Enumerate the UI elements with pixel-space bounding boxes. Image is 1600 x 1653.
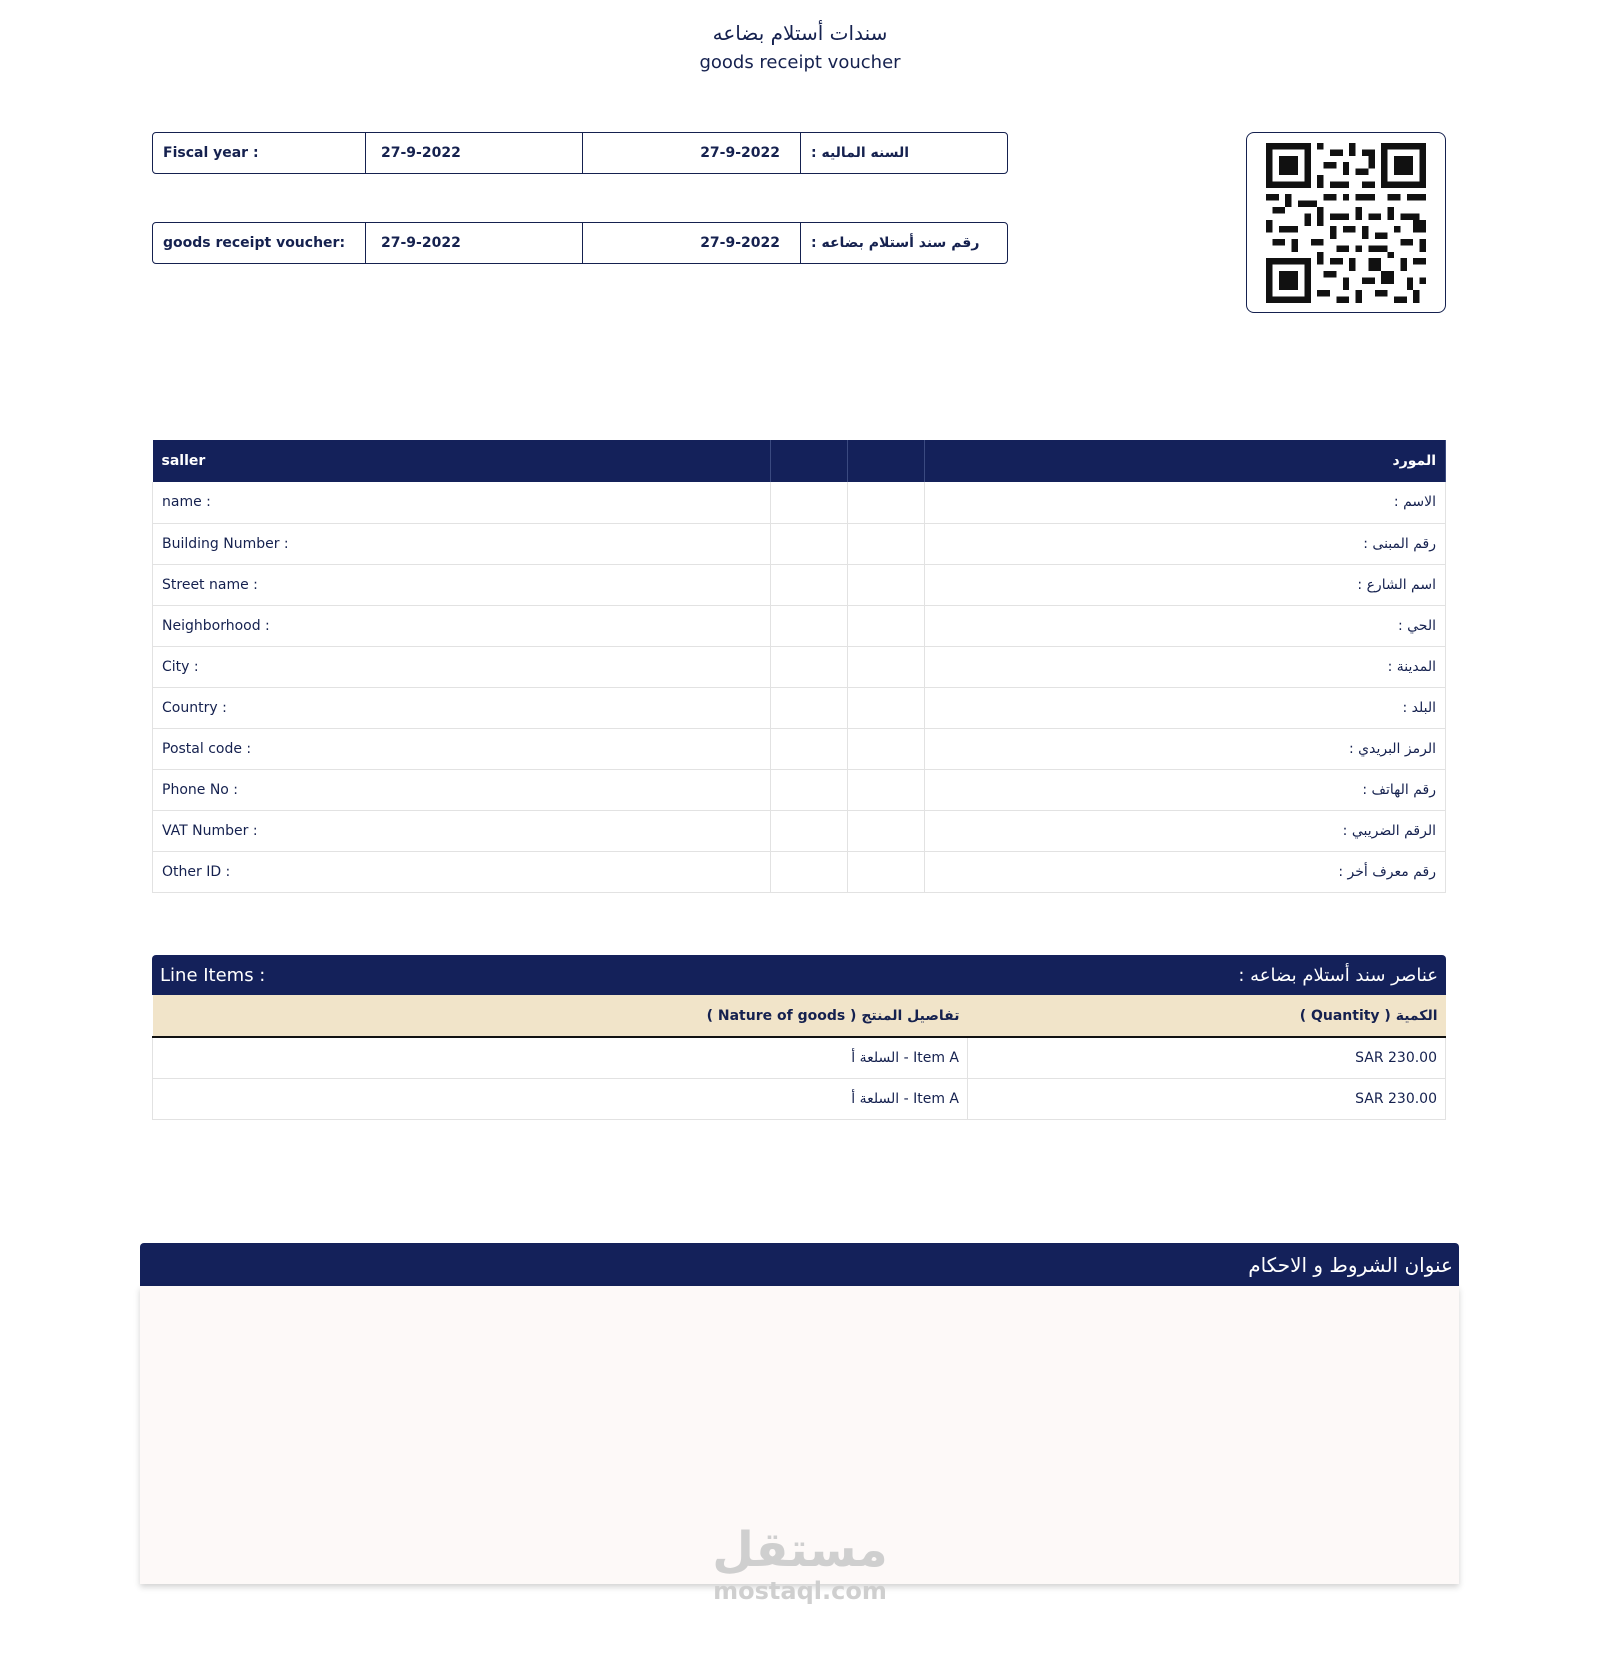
- seller-value-cell: [771, 646, 848, 687]
- seller-value-cell: [771, 769, 848, 810]
- title-english: goods receipt voucher: [699, 52, 901, 73]
- column-quantity: الكمية ( Quantity ): [968, 995, 1446, 1037]
- seller-value-cell: [771, 605, 848, 646]
- seller-field-en: City :: [153, 646, 771, 687]
- seller-value-cell: [848, 646, 925, 687]
- table-row: [153, 728, 1446, 769]
- document-header: [0, 20, 1600, 76]
- line-items-column-header: [153, 995, 1446, 1037]
- table-row: [153, 769, 1446, 810]
- seller-header-blank-1: [771, 440, 848, 482]
- seller-header-ar: المورد: [925, 440, 1446, 482]
- seller-field-en: Building Number :: [153, 523, 771, 564]
- seller-field-ar: رقم المبنى :: [925, 523, 1446, 564]
- table-row: [153, 1078, 1446, 1119]
- seller-value-cell: [771, 728, 848, 769]
- seller-value-cell: [848, 564, 925, 605]
- table-row: [153, 646, 1446, 687]
- seller-field-en: Postal code :: [153, 728, 771, 769]
- line-items-table: [152, 995, 1446, 1120]
- seller-field-ar: رقم معرف أخر :: [925, 851, 1446, 892]
- watermark: [700, 1522, 900, 1605]
- terms-title: عنوان الشروط و الاحكام: [1248, 1252, 1453, 1277]
- seller-table: [152, 440, 1446, 893]
- seller-field-ar: الرمز البريدي :: [925, 728, 1446, 769]
- line-items-header: [152, 955, 1446, 995]
- seller-field-en: Other ID :: [153, 851, 771, 892]
- seller-field-ar: الاسم :: [925, 482, 1446, 523]
- voucher-number-box: [152, 222, 1008, 264]
- seller-value-cell: [771, 687, 848, 728]
- seller-field-ar: رقم الهاتف :: [925, 769, 1446, 810]
- seller-field-ar: البلد :: [925, 687, 1446, 728]
- seller-value-cell: [771, 523, 848, 564]
- fiscal-year-label-ar: السنه الماليه :: [811, 145, 910, 161]
- seller-value-cell: [848, 728, 925, 769]
- seller-field-en: Street name :: [153, 564, 771, 605]
- voucher-label-en: goods receipt voucher:: [153, 223, 366, 263]
- table-row: [153, 482, 1446, 523]
- voucher-label-ar: رقم سند أستلام بضاعه :: [811, 235, 980, 251]
- seller-field-ar: الرقم الضريبي :: [925, 810, 1446, 851]
- seller-field-en: name :: [153, 482, 771, 523]
- voucher-value-2: 27-9-2022: [583, 223, 801, 263]
- seller-value-cell: [848, 687, 925, 728]
- item-quantity: SAR 230.00: [968, 1078, 1446, 1119]
- seller-value-cell: [848, 523, 925, 564]
- seller-field-en: VAT Number :: [153, 810, 771, 851]
- seller-field-en: Phone No :: [153, 769, 771, 810]
- seller-value-cell: [848, 605, 925, 646]
- voucher-value-1: 27-9-2022: [366, 223, 583, 263]
- line-items-title-ar: عناصر سند أستلام بضاعه :: [1238, 964, 1438, 986]
- item-nature: السلعة أ - Item A: [153, 1078, 968, 1119]
- seller-value-cell: [848, 482, 925, 523]
- watermark-arabic: مستقل: [712, 1522, 888, 1578]
- seller-value-cell: [771, 810, 848, 851]
- fiscal-year-value-2: 27-9-2022: [583, 133, 801, 173]
- seller-field-ar: المدينة :: [925, 646, 1446, 687]
- table-row: [153, 810, 1446, 851]
- table-row: [153, 1037, 1446, 1078]
- seller-value-cell: [771, 564, 848, 605]
- title-arabic: سندات أستلام بضاعه: [712, 21, 888, 45]
- fiscal-year-label-en: Fiscal year :: [153, 133, 366, 173]
- qr-code-box: [1246, 132, 1446, 313]
- table-row: [153, 605, 1446, 646]
- seller-field-ar: الحي :: [925, 605, 1446, 646]
- terms-header: [140, 1243, 1459, 1286]
- table-row: [153, 687, 1446, 728]
- watermark-english: mostaql.com: [713, 1577, 887, 1605]
- seller-field-en: Country :: [153, 687, 771, 728]
- seller-table-header: [153, 440, 1446, 482]
- column-nature-of-goods: تفاصيل المنتج ( Nature of goods ): [153, 995, 968, 1037]
- seller-header-blank-2: [848, 440, 925, 482]
- seller-field-ar: اسم الشارع :: [925, 564, 1446, 605]
- seller-value-cell: [848, 810, 925, 851]
- seller-header-en: saller: [153, 440, 771, 482]
- seller-value-cell: [848, 769, 925, 810]
- item-quantity: SAR 230.00: [968, 1037, 1446, 1078]
- table-row: [153, 523, 1446, 564]
- seller-value-cell: [848, 851, 925, 892]
- fiscal-year-value-1: 27-9-2022: [366, 133, 583, 173]
- line-items-title-en: Line Items :: [160, 964, 266, 986]
- table-row: [153, 851, 1446, 892]
- table-row: [153, 564, 1446, 605]
- seller-value-cell: [771, 482, 848, 523]
- seller-field-en: Neighborhood :: [153, 605, 771, 646]
- qr-code-icon: [1266, 143, 1426, 303]
- item-nature: السلعة أ - Item A: [153, 1037, 968, 1078]
- fiscal-year-box: [152, 132, 1008, 174]
- seller-value-cell: [771, 851, 848, 892]
